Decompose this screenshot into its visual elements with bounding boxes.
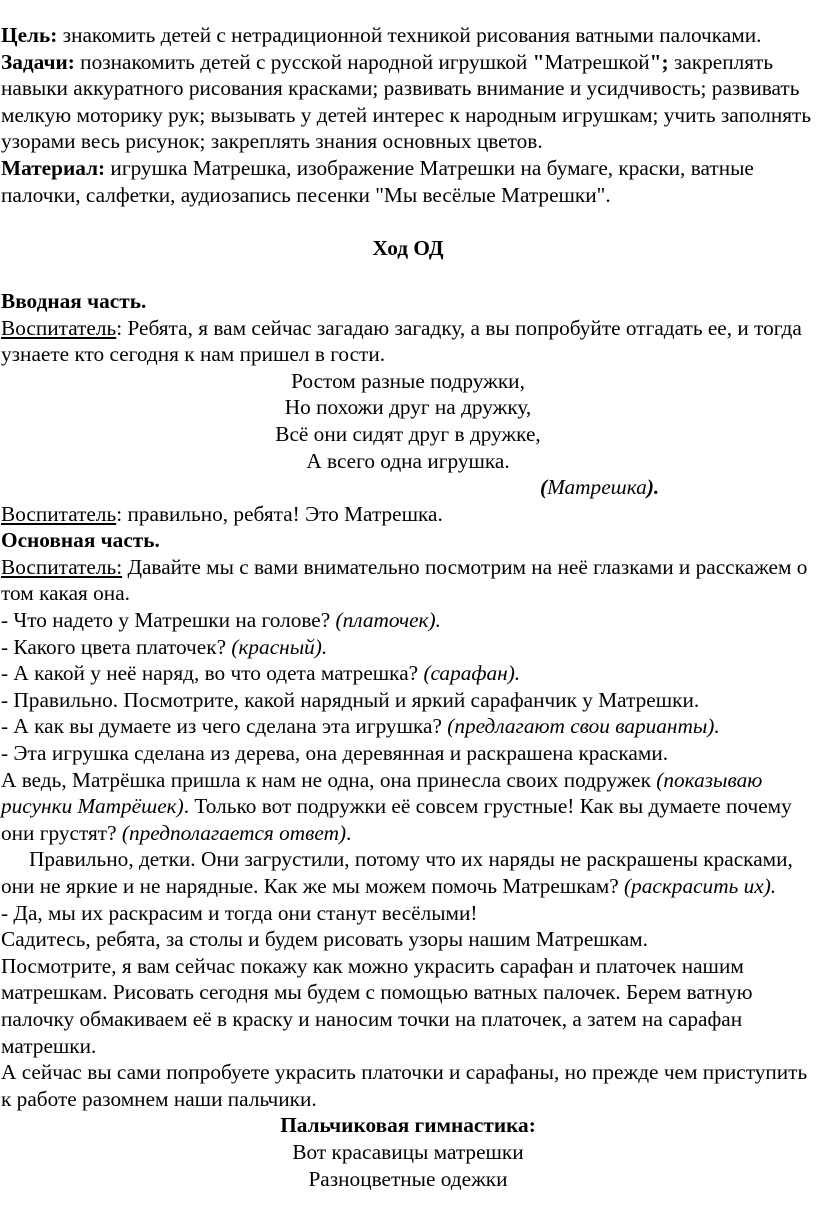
gymnastics-title [0, 1112, 816, 1139]
qa-item [0, 740, 816, 767]
reply-text: : правильно, ребята! Это Матрешка. [116, 501, 443, 526]
tasks-text-a: познакомить детей с русской народной игрушкой [74, 49, 533, 74]
intro-part-text: : Ребята, я вам сейчас загадаю загадку, а вы попробуйте отгадать ее, и тогда узнаете кто сегодня к нам пришел в гости. [1, 315, 802, 367]
tasks-quote-open: " [532, 49, 545, 74]
answer-open: ( [540, 475, 548, 500]
gymnastics-title-text: Пальчиковая гимнастика: [280, 1113, 536, 1138]
spacer [0, 208, 816, 235]
question: - А как вы думаете из чего сделана эта игрушка? [1, 714, 448, 739]
qa-item [0, 713, 816, 740]
tasks-text-b: закреплять навыки аккуратного рисования красками; развивать внимание и усидчивость; развивать мелкую моторику рук; вызывать у детей интерес к народным игрушкам; учить заполнять узорами весь рисунок; закреплять знания основных цветов. [1, 49, 812, 154]
riddle-line: Ростом разные подружки, [291, 368, 525, 393]
friends-italic: (показываю рисунки Матрёшек) [1, 767, 763, 819]
answer: (сарафан). [423, 661, 521, 686]
friends-paragraph [0, 767, 816, 847]
qa-item [0, 634, 816, 661]
speaker-label: Воспитатель [1, 315, 117, 340]
material-paragraph [0, 155, 816, 208]
section-heading [0, 235, 816, 262]
show-paragraph: Посмотрите, я вам сейчас покажу как можно украсить сарафан и платочек нашим матрешкам. Рисовать сегодня мы будем с помощью ватных палочек. Берем ватную палочку обмакиваем её в краску и наносим точки на платочек, а затем на сарафан матрешки. [1, 953, 753, 1058]
question: - Какого цвета платочек? [1, 634, 232, 659]
question: - Правильно. Посмотрите, какой нарядный и яркий сарафанчик у Матрешки. [1, 687, 700, 712]
goal-paragraph [0, 22, 816, 49]
friends-end: . [346, 820, 352, 845]
answer: (красный). [231, 634, 328, 659]
intro-part-paragraph [0, 315, 816, 368]
reply-paragraph [0, 501, 816, 528]
tasks-label: Задачи: [1, 49, 75, 74]
qa-list [0, 607, 816, 767]
speaker-label: Воспитатель: [1, 554, 123, 579]
qa-item [0, 607, 816, 634]
sad-paragraph [0, 846, 816, 899]
sit-line: Садитесь, ребята, за столы и будем рисовать узоры нашим Матрешкам. [1, 927, 648, 952]
main-part-title-text: Основная часть. [1, 528, 160, 553]
riddle-line: А всего одна игрушка. [306, 448, 510, 473]
gymnastics-line: Вот красавицы матрешки [292, 1139, 524, 1164]
sad-italic: (раскрасить их). [624, 874, 777, 898]
tasks-paragraph [0, 49, 816, 155]
spacer [0, 261, 816, 288]
material-text: игрушка Матрешка, изображение Матрешки на бумаге, краски, ватные палочки, салфетки, аудиозапись песенки "Мы весёлые Матрешки". [1, 155, 754, 207]
intro-part-title [0, 288, 816, 315]
question: - Эта игрушка сделана из дерева, она деревянная и раскрашена красками. [1, 741, 669, 766]
main-part-title [0, 527, 816, 554]
riddle-answer [0, 474, 816, 501]
main-part-paragraph [0, 554, 816, 607]
answer: (платочек). [335, 608, 441, 633]
intro-part-title-text: Вводная часть. [1, 288, 147, 313]
answer-text: Матрешка [547, 475, 647, 500]
answer: (предлагают свои варианты). [447, 714, 720, 739]
cheer-line: - Да, мы их раскрасим и тогда они станут весёлыми! [1, 900, 478, 925]
question: - Что надето у Матрешки на голове? [1, 608, 336, 633]
friends-text-b: . Только вот подружки её совсем грустные! Как вы думаете почему они грустят? [1, 794, 792, 845]
section-heading-text: Ход ОД [372, 235, 444, 260]
sad-text: Правильно, детки. Они загрустили, потому что их наряды не раскрашены красками, они не яркие и не нарядные. Как же мы можем помочь Матрешкам? [1, 847, 793, 898]
riddle-line: Всё они сидят друг в дружке, [275, 421, 541, 446]
riddle [0, 368, 816, 474]
try-paragraph: А сейчас вы сами попробуете украсить платочки и сарафаны, но прежде чем приступить к работе разомнем наши пальчики. [1, 1060, 808, 1111]
speaker-label: Воспитатель [1, 501, 117, 526]
tasks-quote-close: "; [649, 49, 669, 74]
answer-close: ). [646, 475, 660, 500]
goal-label: Цель: [1, 23, 58, 47]
qa-item [0, 687, 816, 714]
goal-text: знакомить детей с нетрадиционной техникой рисования ватными палочками. [57, 23, 762, 47]
riddle-line: Но похожи друг на дружку, [284, 395, 532, 420]
question: - А какой у неё наряд, во что одета матрешка? [1, 661, 424, 686]
tasks-toy: Матрешкой [544, 49, 650, 74]
main-part-text: Давайте мы с вами внимательно посмотрим на неё глазками и расскажем о том какая она. [1, 554, 808, 606]
friends-italic-b: (предполагается ответ) [121, 820, 347, 845]
qa-item [0, 660, 816, 687]
document-page [0, 22, 816, 1192]
friends-text-a: А ведь, Матрёшка пришла к нам не одна, она принесла своих подружек [1, 767, 657, 792]
gymnastics-line: Разноцветные одежки [308, 1166, 508, 1191]
material-label: Материал: [1, 155, 106, 180]
